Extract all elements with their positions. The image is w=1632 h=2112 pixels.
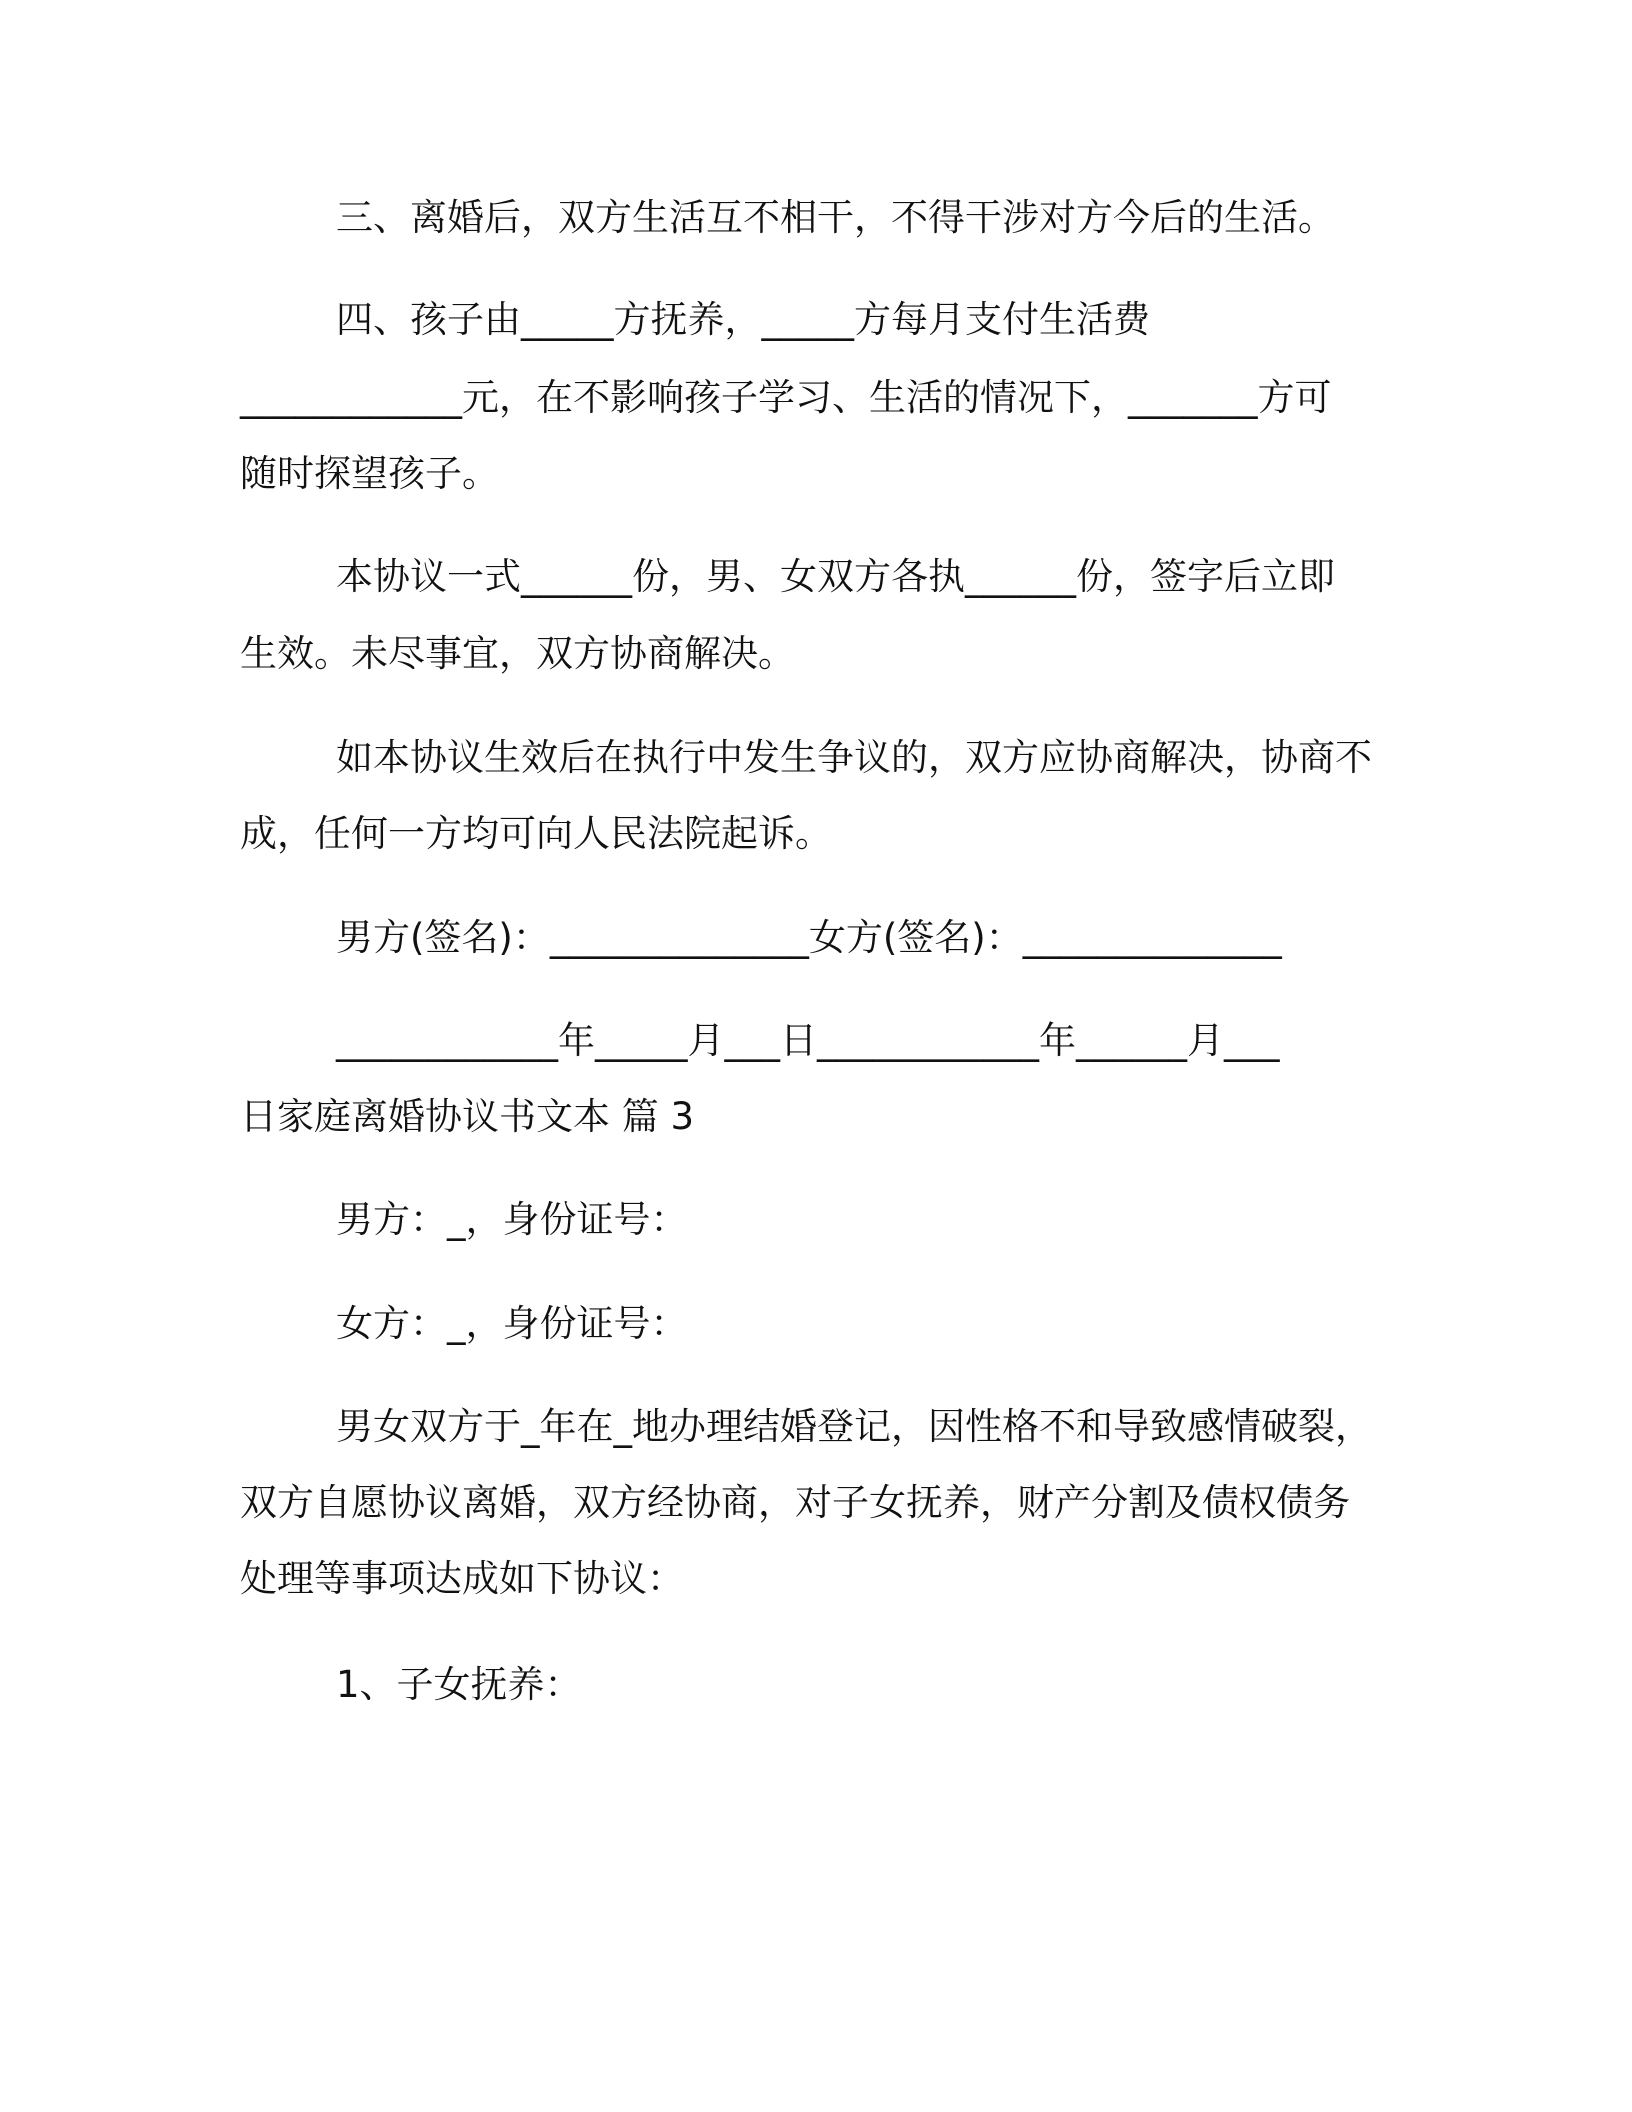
paragraph-line: 如本协议生效后在执行中发生争议的，双方应协商解决，协商不 xyxy=(336,736,1372,779)
paragraph-line: 四、孩子由_____方抚养，_____方每月支付生活费 xyxy=(336,298,1150,341)
paragraph-line: 处理等事项达成如下协议： xyxy=(240,1557,684,1600)
signature-line: 男方(签名)：______________女方(签名)：______________ xyxy=(336,916,1282,959)
list-item: 1、子女抚养： xyxy=(336,1663,582,1706)
paragraph-line: 三、离婚后，双方生活互不相干，不得干涉对方今后的生活。 xyxy=(336,196,1335,239)
paragraph-line: ____________元，在不影响孩子学习、生活的情况下，_______方可 xyxy=(240,376,1332,419)
paragraph-line: 女方：_，身份证号： xyxy=(336,1302,688,1345)
section-heading: 日家庭离婚协议书文本 篇 3 xyxy=(240,1095,695,1138)
paragraph-line: 随时探望孩子。 xyxy=(240,452,499,495)
paragraph-line: 双方自愿协议离婚，双方经协商，对子女抚养，财产分割及债权债务 xyxy=(240,1481,1350,1524)
paragraph-line: 生效。未尽事宜，双方协商解决。 xyxy=(240,632,795,675)
paragraph-line: 男方：_，身份证号： xyxy=(336,1198,688,1241)
paragraph-line: 成，任何一方均可向人民法院起诉。 xyxy=(240,812,832,855)
paragraph-line: 本协议一式______份，男、女双方各执______份，签字后立即 xyxy=(336,555,1335,598)
date-line: ____________年_____月___日____________年______月___ xyxy=(336,1019,1280,1062)
paragraph-line: 男女双方于_年在_地办理结婚登记，因性格不和导致感情破裂， xyxy=(336,1405,1372,1448)
